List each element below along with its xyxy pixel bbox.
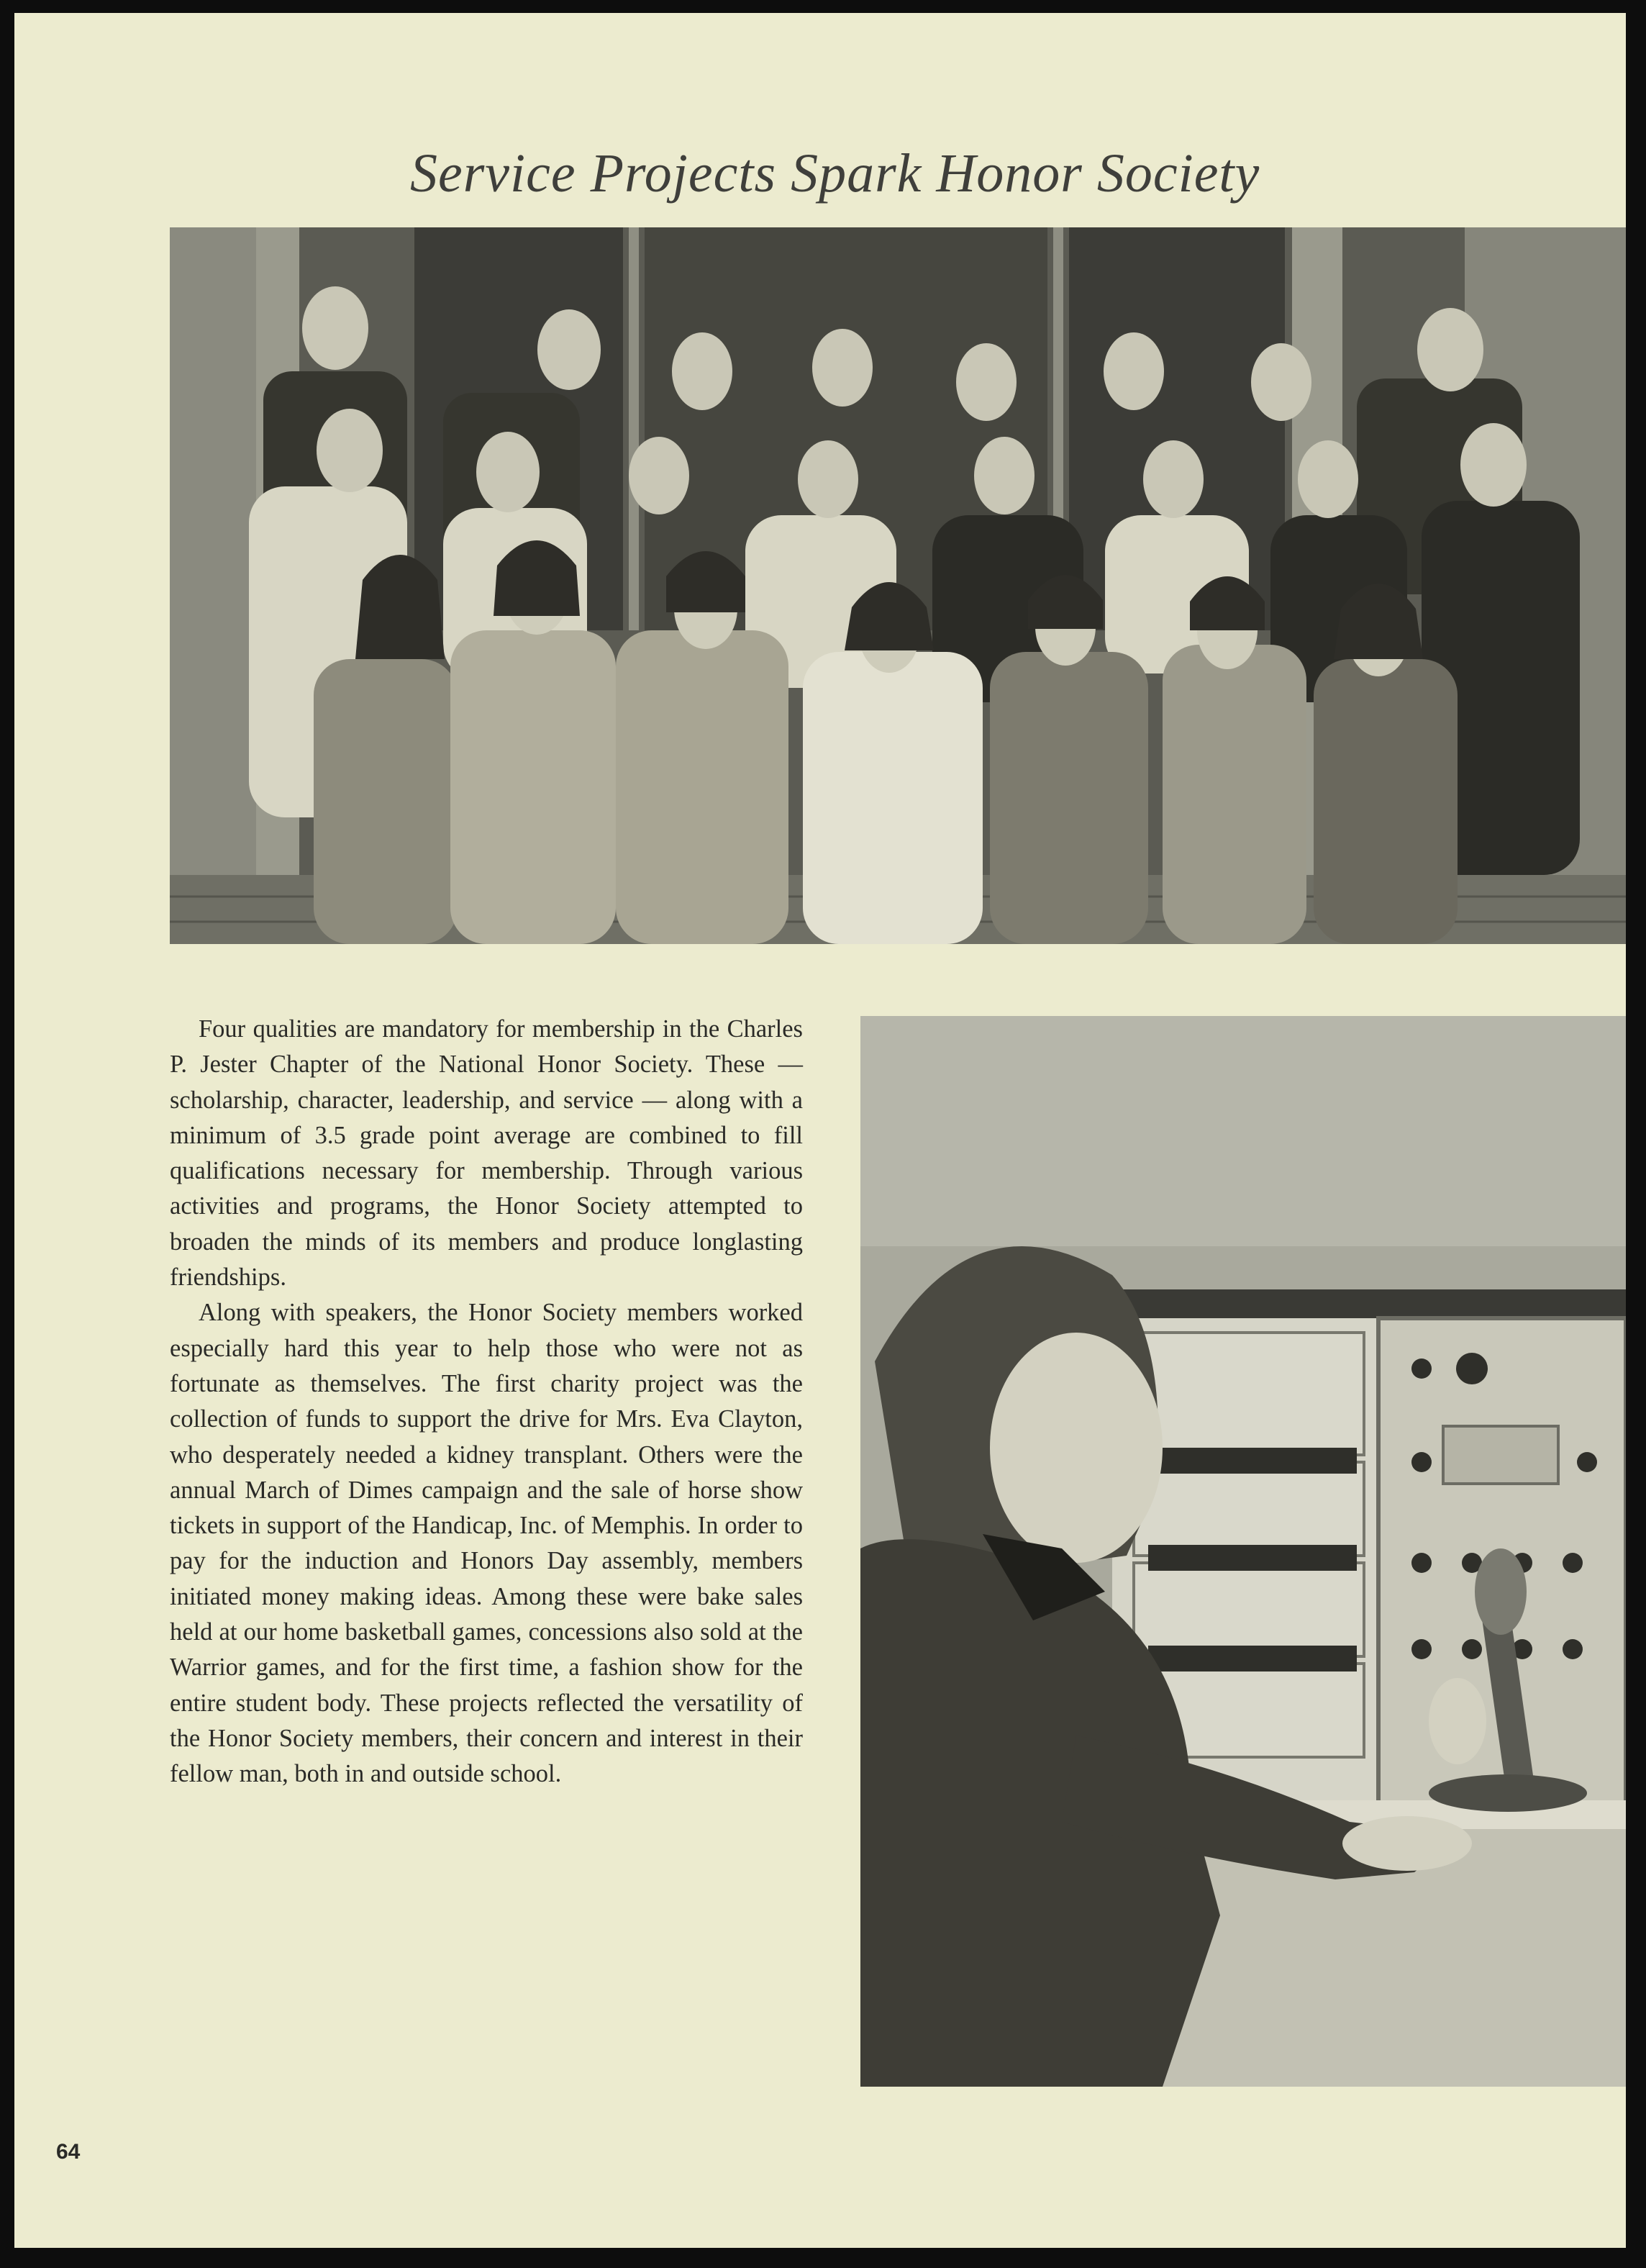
- group-photo-image: [170, 227, 1626, 944]
- article-paragraph-1: Four qualities are mandatory for membership in the Charles P. Jester Chapter of the National Honor Society. These — scholarship, character, leadership, and service — along with a minimum of 3.5 grade point average are combined to fill qualifications necessary for membership. Through various activities and programs, the Honor Society attempted to broaden the minds of its members and produce longlasting friendships.: [170, 1015, 803, 1292]
- group-photo: [170, 227, 1626, 944]
- operator-photo: [860, 1016, 1626, 2087]
- article-body: [170, 1012, 803, 1792]
- operator-photo-image: [860, 1016, 1626, 2087]
- page-title: Service Projects Spark Honor Society: [410, 143, 1260, 204]
- article-paragraph-2: Along with speakers, the Honor Society members worked especially hard this year to help those who were not as fortunate as themselves. The first charity project was the collection of funds to support the drive for Mrs. Eva Clayton, who desperately needed a kidney transplant. Others were the annual March of Dimes campaign and the sale of horse show tickets in support of the Handicap, Inc. of Memphis. In order to pay for the induction and Honors Day assembly, members initiated money making ideas. Among these were bake sales held at our home basketball games, concessions also sold at the Warrior games, and for the first time, a fashion show for the entire student body. These projects reflected the versatility of the Honor Society members, their concern and interest in their fellow man, both in and outside school.: [170, 1299, 803, 1788]
- yearbook-page: [14, 13, 1626, 2248]
- page-number: 64: [56, 2140, 81, 2164]
